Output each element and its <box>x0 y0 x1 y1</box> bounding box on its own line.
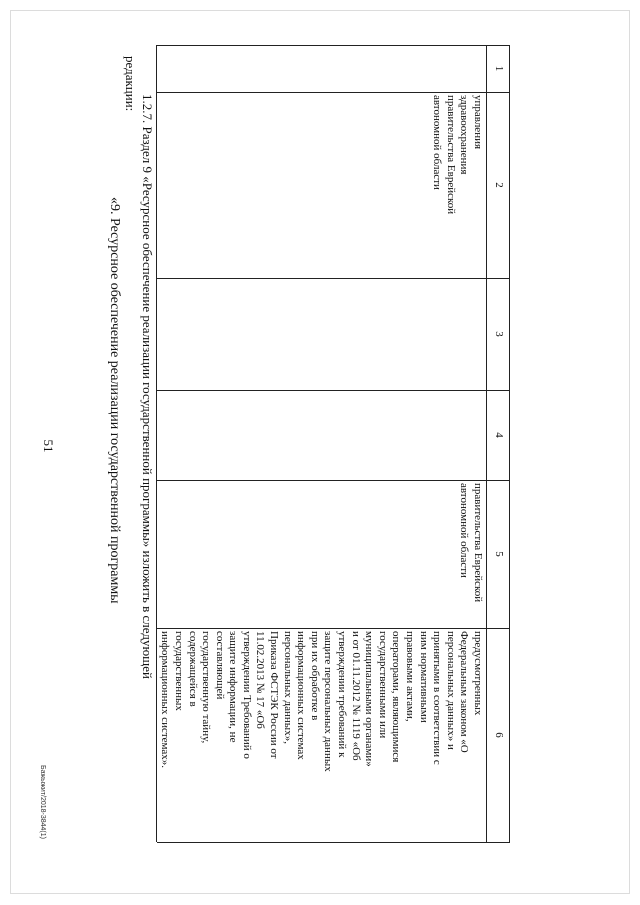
column-number: 4 <box>493 432 505 438</box>
table-border-left <box>157 45 510 46</box>
section-heading: «9. Ресурсное обеспечение реализации государственной программы <box>107 197 122 604</box>
paragraph-line: 1.2.7. Раздел 9 «Ресурсное обеспечение реализации государственной программы» изложить в следующей <box>140 94 155 679</box>
column-divider <box>157 390 510 391</box>
column-number: 5 <box>493 551 505 557</box>
column-number: 6 <box>493 732 505 738</box>
column-number: 1 <box>493 65 505 72</box>
paragraph-line: редакции: <box>123 56 138 112</box>
column-divider <box>157 480 510 481</box>
table-cell: правительства Еврейской автономной области <box>458 483 484 603</box>
table-border-right <box>157 842 510 843</box>
document-code: Бажыжит/2018-3844(1) <box>39 765 46 839</box>
column-divider <box>157 628 510 629</box>
page-number: 51 <box>41 439 56 453</box>
data-table <box>157 45 510 842</box>
column-number: 2 <box>493 182 505 188</box>
table-cell: управления здравоохранения правительства Еврейской автономной области <box>431 95 484 215</box>
column-number: 3 <box>493 331 505 337</box>
column-divider <box>157 278 510 279</box>
table-cell: предусмотренных Федеральным законом «О персональных данных» и принятыми в соответствии с ним нормативными правовыми актами, операторами, являющимися государственными или муниципальными органами» и от 01.11.2012 № 1119 «Об утверждении требований к защите персональных данных при их обработке в информационных системах персональных данных», Приказа ФСТЭК России от 11.02.2013 № 17 «Об утверждении Требований о защите информации, не составляющей государственную тайну, содержащейся в государственных информационных системах». <box>159 631 484 772</box>
column-divider <box>157 92 510 93</box>
